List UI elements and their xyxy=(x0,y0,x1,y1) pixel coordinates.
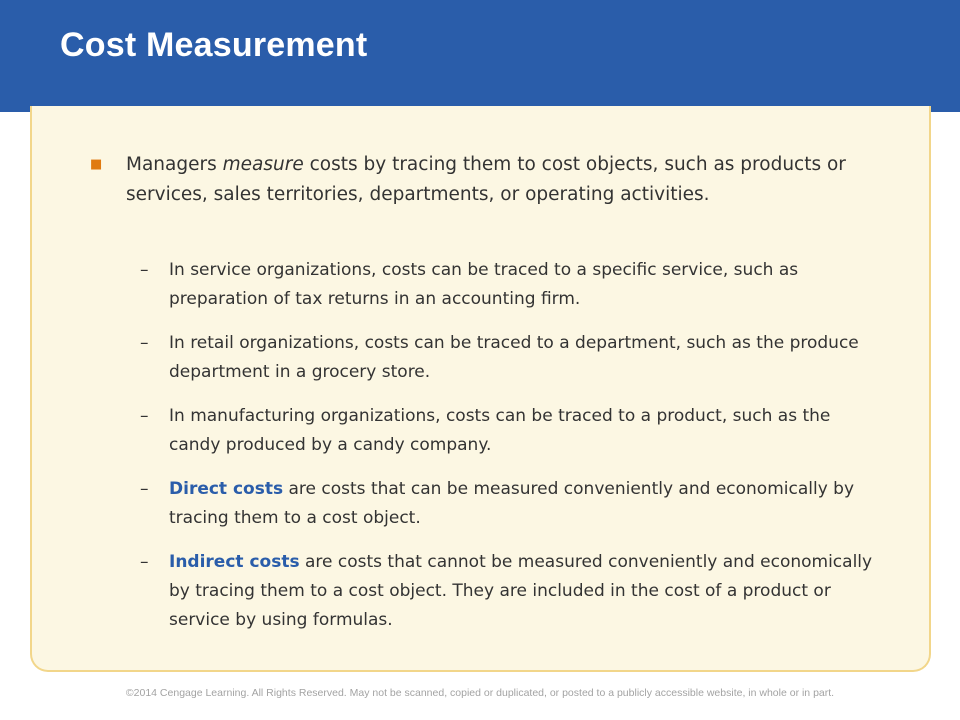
sub-bullet-direct-costs xyxy=(140,475,885,533)
dash-marker: – xyxy=(140,406,149,426)
main-bullet-lead: Managers xyxy=(126,154,223,175)
dash-marker: – xyxy=(140,260,149,280)
sub-bullet-retail xyxy=(140,329,885,387)
main-bullet-emphasis: measure xyxy=(222,154,304,175)
sub-bullet-text: In service organizations, costs can be traced to a specific service, such as preparation of tax returns in an accounting firm. xyxy=(169,260,799,309)
main-bullet xyxy=(92,150,862,210)
sub-bullet-list xyxy=(140,256,885,650)
sub-bullet-indirect-costs xyxy=(140,548,885,635)
main-bullet-text xyxy=(92,150,862,210)
sub-bullet-manufacturing xyxy=(140,402,885,460)
main-bullet-rest: costs by tracing them to cost objects, such as products or services, sales territories, departments, or operating activities. xyxy=(126,154,846,205)
sub-bullet-text: In retail organizations, costs can be traced to a department, such as the produce department in a grocery store. xyxy=(169,333,859,382)
dash-marker: – xyxy=(140,333,149,353)
sub-bullet-text: are costs that cannot be measured conveniently and economically by tracing them to a cost object. They are included in the cost of a product or service by using formulas. xyxy=(169,552,873,630)
term-direct-costs: Direct costs xyxy=(169,479,284,499)
title-bar xyxy=(0,0,960,112)
sub-bullet-service xyxy=(140,256,885,314)
copyright-footer: ©2014 Cengage Learning. All Rights Reserved. May not be scanned, copied or duplicated, or posted to a publicly accessible website, in whole or in part. xyxy=(125,687,835,699)
slide-title: Cost Measurement xyxy=(60,26,368,64)
sub-bullet-text: are costs that can be measured conveniently and economically by tracing them to a cost object. xyxy=(169,479,855,528)
square-bullet-icon: ■ xyxy=(90,157,103,172)
dash-marker: – xyxy=(140,552,149,572)
dash-marker: – xyxy=(140,479,149,499)
term-indirect-costs: Indirect costs xyxy=(169,552,300,572)
sub-bullet-text: In manufacturing organizations, costs can be traced to a product, such as the candy produced by a candy company. xyxy=(169,406,831,455)
